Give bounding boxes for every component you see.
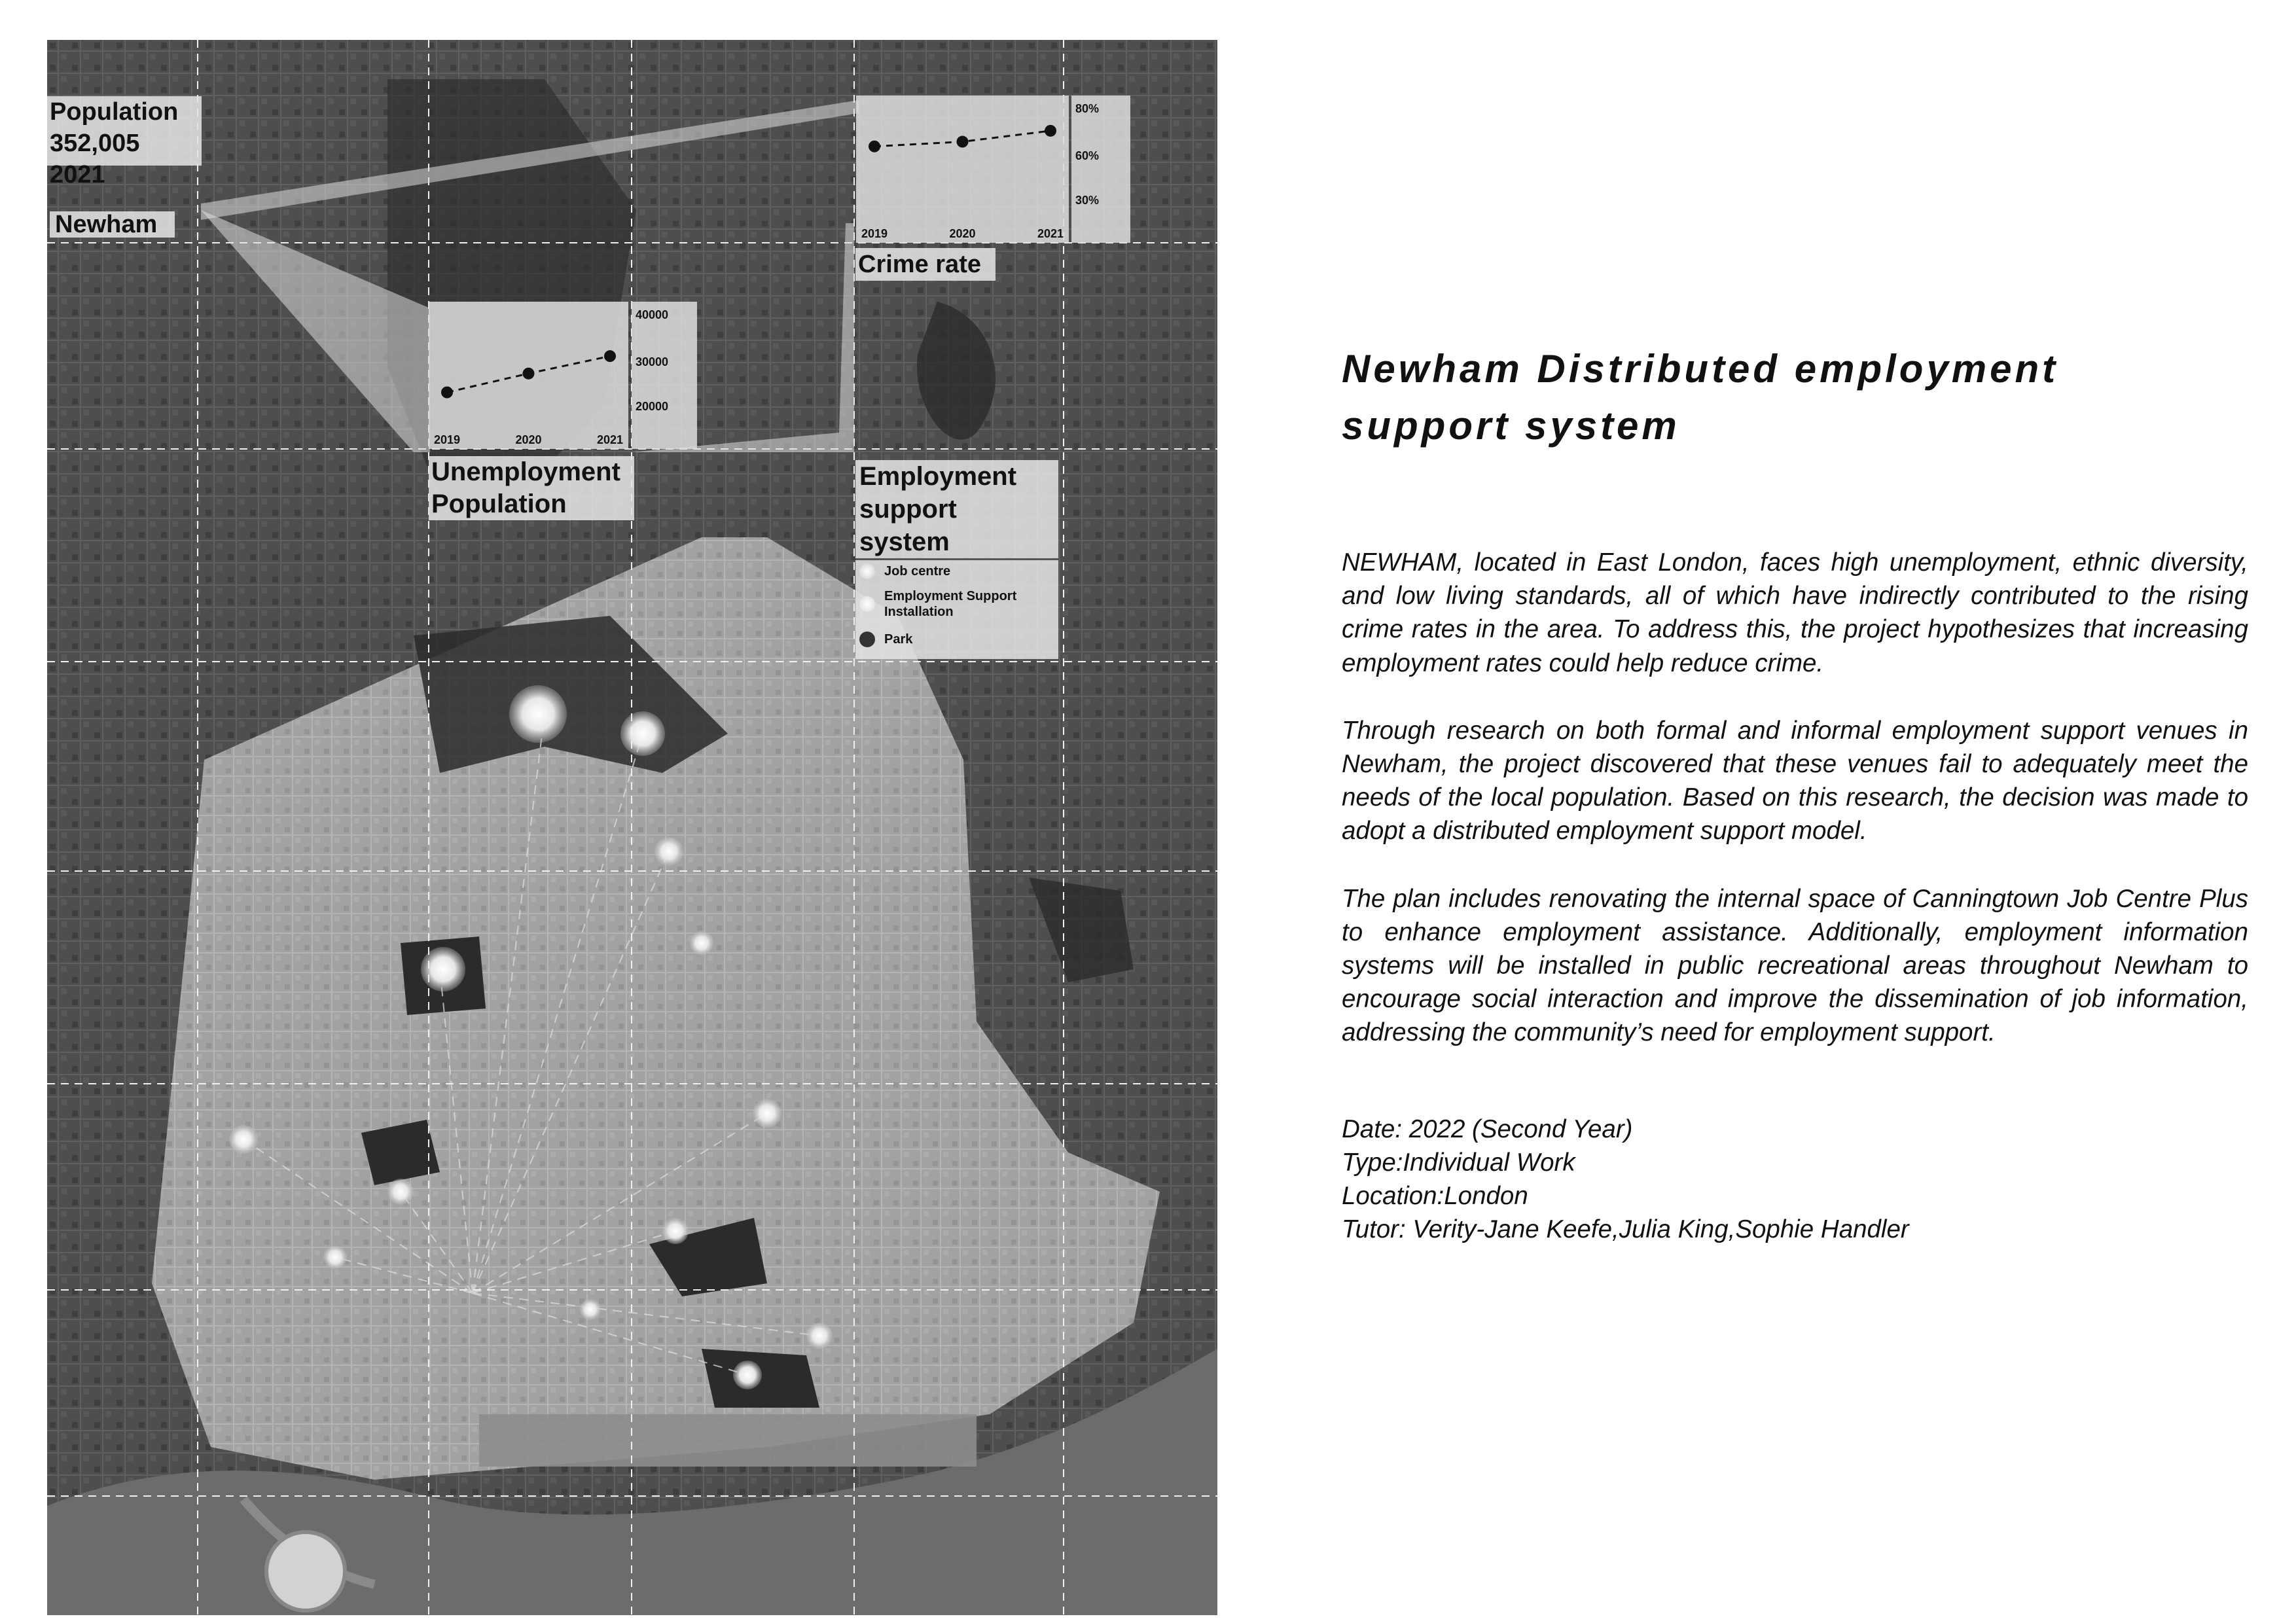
crime-xtick-2019: 2019 (861, 227, 888, 240)
project-title-line2: support system (1342, 404, 1680, 448)
legend-item-job-centre (859, 563, 1049, 579)
unemployment-chart-panel (429, 302, 628, 449)
royal-docks (479, 1414, 977, 1467)
unemployment-point-2019 (441, 387, 453, 399)
meta-type: Type:Individual Work (1342, 1148, 1575, 1177)
unemployment-point-2020 (523, 368, 535, 380)
unemployment-axis-panel (632, 302, 697, 449)
crime-point-2021 (1045, 125, 1056, 137)
installation-symbol-icon (859, 596, 875, 612)
project-title-line1: Newham Distributed employment (1342, 347, 2059, 391)
unemployment-ytick-0: 40000 (636, 308, 669, 321)
unemployment-xtick-2019: 2019 (433, 433, 461, 446)
unemployment-xtick-2020: 2020 (515, 433, 542, 446)
legend-label-park: Park (884, 632, 913, 647)
job-centre-symbol-icon (859, 563, 875, 579)
park-symbol-icon (859, 632, 875, 647)
meta-location: Location:London (1342, 1182, 1528, 1211)
crime-point-2020 (957, 136, 969, 148)
population-label: Population (50, 98, 179, 126)
unemployment-label-line1: Unemployment (431, 457, 620, 486)
paragraph-context: NEWHAM, located in East London, faces high unemployment, ethnic diversity, and low living standards, all of which have indirectly contributed to the rising crime rates in the area. To address this, the project hypothesizes that increasing employment rates could help reduce crime. (1342, 548, 2248, 677)
legend-label-job-centre: Job centre (884, 563, 951, 579)
crime-ytick-0: 80% (1075, 102, 1100, 115)
paragraph-plan: The plan includes renovating the internal space of Canningtown Job Centre Plus to enhance employment assistance. Additionally, employment information systems will be installed in public recreational areas throughout Newham to encourage social interaction and improve the dissemination of job information, addressing the community’s need for employment support. (1342, 884, 2248, 1047)
project-title (1342, 340, 2248, 454)
paragraph-research: Through research on both formal and informal employment support venues in Newham, the project discovered that these venues fail to adequately meet the needs of the local population. Based on this research, the decision was made to adopt a distributed employment support model. (1342, 716, 2248, 846)
support-system-legend (855, 460, 1058, 659)
unemployment-label (429, 456, 634, 520)
unemployment-xtick-2021: 2021 (596, 433, 624, 446)
crime-xtick-2020: 2020 (949, 227, 976, 240)
newham-map (47, 40, 1217, 1615)
crime-chart (856, 96, 1069, 243)
support-system-title (855, 460, 1058, 558)
support-title-line2: support (859, 495, 957, 524)
support-title-line1: Employment (859, 462, 1017, 491)
o2-arena (266, 1532, 345, 1611)
crime-chart-panel (856, 96, 1069, 243)
unemployment-label-line2: Population (431, 490, 567, 518)
legend-item-installation (859, 588, 1049, 620)
crime-ytick-2: 30% (1075, 194, 1100, 207)
meta-date: Date: 2022 (Second Year) (1342, 1115, 1633, 1143)
population-box (47, 96, 202, 188)
unemployment-chart (429, 302, 628, 449)
crime-ytick-1: 60% (1075, 149, 1100, 162)
borough-label: Newham (50, 211, 175, 238)
crime-axis-panel (1071, 96, 1130, 243)
meta-tutor: Tutor: Verity-Jane Keefe,Julia King,Sophie Handler (1342, 1215, 1909, 1244)
unemployment-ytick-2: 20000 (636, 400, 669, 413)
crime-point-2019 (869, 141, 880, 152)
project-description (1342, 340, 2248, 1246)
support-title-line3: system (859, 527, 950, 556)
legend-item-park (859, 632, 1049, 647)
project-meta (1342, 1113, 2248, 1247)
unemployment-point-2021 (604, 350, 616, 362)
population-value: 352,005 (50, 130, 140, 157)
legend-divider (855, 558, 1058, 560)
legend-label-installation: Employment Support Installation (884, 589, 1017, 619)
population-year: 2021 (50, 161, 105, 188)
unemployment-ytick-1: 30000 (636, 355, 669, 368)
crime-label: Crime rate (855, 248, 996, 281)
map-base (47, 40, 1217, 1615)
crime-xtick-2021: 2021 (1037, 227, 1064, 240)
